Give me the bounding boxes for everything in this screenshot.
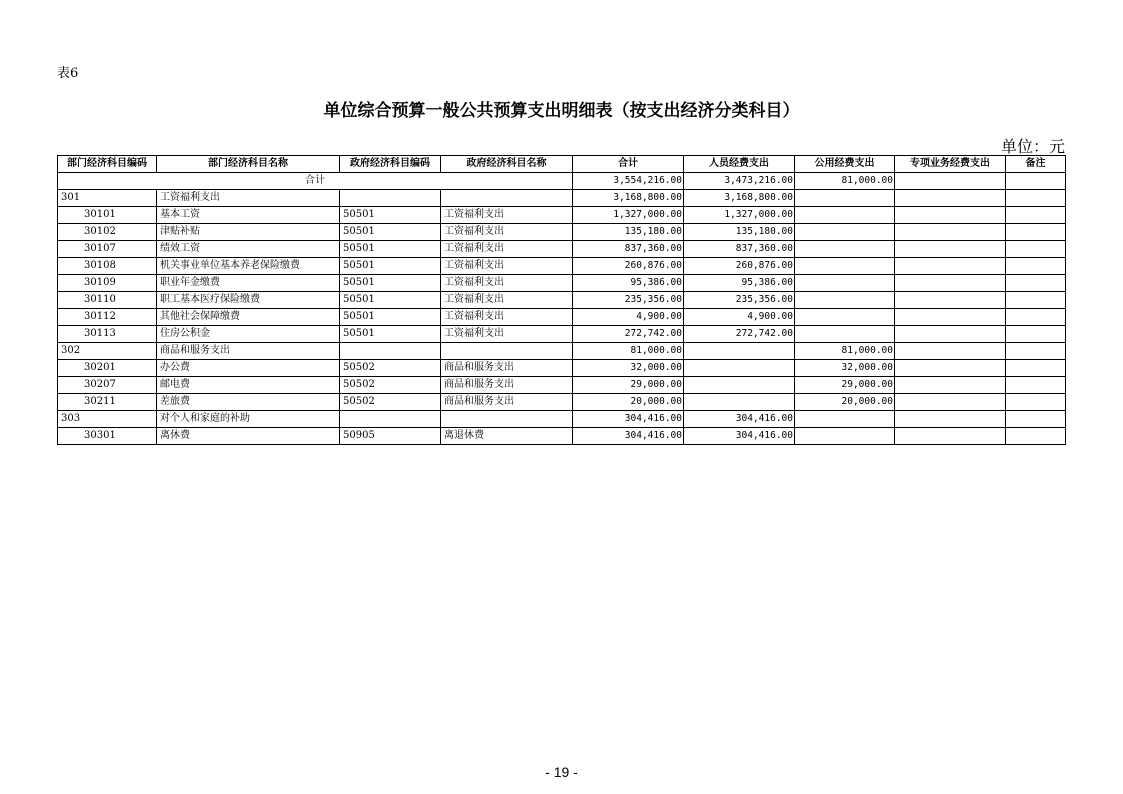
cell-personnel: 235,356.00	[684, 292, 795, 309]
cell-gov-name: 工资福利支出	[441, 224, 573, 241]
cell-public	[795, 241, 895, 258]
cell-public	[795, 275, 895, 292]
cell-remark	[1006, 360, 1066, 377]
cell-gov-name: 商品和服务支出	[441, 377, 573, 394]
cell-public	[795, 190, 895, 207]
cell-gov-code	[340, 343, 441, 360]
table-row	[58, 190, 1066, 207]
cell-dept-code: 30107	[58, 241, 157, 258]
cell-dept-name: 职业年金缴费	[157, 275, 340, 292]
cell-special	[895, 309, 1006, 326]
cell-dept-code: 303	[58, 411, 157, 428]
cell-dept-name: 住房公积金	[157, 326, 340, 343]
cell-gov-name: 工资福利支出	[441, 241, 573, 258]
header-public: 公用经费支出	[795, 156, 895, 173]
table-row	[58, 343, 1066, 360]
cell-personnel: 304,416.00	[684, 411, 795, 428]
cell-dept-code: 30108	[58, 258, 157, 275]
cell-dept-name: 差旅费	[157, 394, 340, 411]
cell-dept-code: 30207	[58, 377, 157, 394]
cell-public	[795, 309, 895, 326]
cell-dept-name: 工资福利支出	[157, 190, 340, 207]
cell-public	[795, 292, 895, 309]
cell-gov-code	[340, 411, 441, 428]
cell-special	[895, 292, 1006, 309]
header-dept-code: 部门经济科目编码	[58, 156, 157, 173]
cell-total: 32,000.00	[573, 360, 684, 377]
cell-special	[895, 241, 1006, 258]
cell-dept-name: 机关事业单位基本养老保险缴费	[157, 258, 340, 275]
cell-remark	[1006, 241, 1066, 258]
cell-total: 304,416.00	[573, 411, 684, 428]
cell-gov-code: 50501	[340, 309, 441, 326]
cell-public	[795, 207, 895, 224]
table-row	[58, 411, 1066, 428]
cell-dept-name: 津贴补贴	[157, 224, 340, 241]
cell-gov-name: 工资福利支出	[441, 258, 573, 275]
cell-public: 32,000.00	[795, 360, 895, 377]
cell-special	[895, 428, 1006, 445]
cell-total: 260,876.00	[573, 258, 684, 275]
table-row	[58, 377, 1066, 394]
cell-special	[895, 394, 1006, 411]
cell-total: 837,360.00	[573, 241, 684, 258]
cell-gov-code: 50501	[340, 292, 441, 309]
cell-gov-code: 50501	[340, 241, 441, 258]
cell-gov-name: 商品和服务支出	[441, 394, 573, 411]
cell-gov-name: 工资福利支出	[441, 292, 573, 309]
cell-gov-name: 工资福利支出	[441, 309, 573, 326]
cell-dept-code: 30102	[58, 224, 157, 241]
cell-gov-name: 工资福利支出	[441, 326, 573, 343]
cell-personnel: 304,416.00	[684, 428, 795, 445]
cell-dept-code: 30112	[58, 309, 157, 326]
total-row-total: 3,554,216.00	[573, 173, 684, 190]
cell-dept-name: 商品和服务支出	[157, 343, 340, 360]
cell-personnel	[684, 394, 795, 411]
table-row	[58, 292, 1066, 309]
cell-public: 20,000.00	[795, 394, 895, 411]
expenditure-detail-table	[57, 155, 1066, 445]
cell-dept-name: 对个人和家庭的补助	[157, 411, 340, 428]
cell-personnel: 3,168,800.00	[684, 190, 795, 207]
cell-gov-code: 50502	[340, 377, 441, 394]
total-row-label: 合计	[58, 173, 573, 190]
cell-public	[795, 258, 895, 275]
cell-special	[895, 207, 1006, 224]
page-number: - 19 -	[545, 764, 578, 780]
cell-dept-code: 30101	[58, 207, 157, 224]
cell-gov-code: 50501	[340, 258, 441, 275]
cell-special	[895, 275, 1006, 292]
header-dept-name: 部门经济科目名称	[157, 156, 340, 173]
total-row-special	[895, 173, 1006, 190]
page-title: 单位综合预算一般公共预算支出明细表（按支出经济分类科目）	[323, 101, 800, 121]
cell-dept-name: 办公费	[157, 360, 340, 377]
cell-dept-name: 其他社会保障缴费	[157, 309, 340, 326]
cell-public	[795, 411, 895, 428]
cell-remark	[1006, 275, 1066, 292]
cell-gov-code: 50502	[340, 394, 441, 411]
cell-remark	[1006, 190, 1066, 207]
cell-gov-code: 50501	[340, 326, 441, 343]
cell-dept-name: 基本工资	[157, 207, 340, 224]
cell-remark	[1006, 377, 1066, 394]
table-row	[58, 394, 1066, 411]
cell-dept-code: 30113	[58, 326, 157, 343]
cell-personnel: 95,386.00	[684, 275, 795, 292]
cell-dept-code: 30211	[58, 394, 157, 411]
cell-total: 135,180.00	[573, 224, 684, 241]
cell-gov-name: 工资福利支出	[441, 275, 573, 292]
table-row	[58, 309, 1066, 326]
cell-gov-code: 50905	[340, 428, 441, 445]
cell-total: 29,000.00	[573, 377, 684, 394]
table-number-label: 表6	[57, 66, 79, 81]
cell-dept-code: 30109	[58, 275, 157, 292]
cell-gov-name	[441, 190, 573, 207]
header-gov-code: 政府经济科目编码	[340, 156, 441, 173]
cell-dept-code: 30201	[58, 360, 157, 377]
cell-total: 1,327,000.00	[573, 207, 684, 224]
cell-remark	[1006, 326, 1066, 343]
cell-special	[895, 190, 1006, 207]
cell-special	[895, 411, 1006, 428]
cell-personnel: 272,742.00	[684, 326, 795, 343]
table-row	[58, 207, 1066, 224]
cell-personnel: 1,327,000.00	[684, 207, 795, 224]
cell-public	[795, 326, 895, 343]
cell-gov-code: 50501	[340, 224, 441, 241]
cell-personnel: 260,876.00	[684, 258, 795, 275]
cell-total: 235,356.00	[573, 292, 684, 309]
cell-remark	[1006, 224, 1066, 241]
cell-special	[895, 343, 1006, 360]
cell-remark	[1006, 207, 1066, 224]
total-row-personnel: 3,473,216.00	[684, 173, 795, 190]
cell-total: 81,000.00	[573, 343, 684, 360]
cell-remark	[1006, 428, 1066, 445]
header-gov-name: 政府经济科目名称	[441, 156, 573, 173]
cell-gov-name: 离退休费	[441, 428, 573, 445]
cell-personnel	[684, 377, 795, 394]
cell-total: 304,416.00	[573, 428, 684, 445]
cell-remark	[1006, 292, 1066, 309]
table-row	[58, 428, 1066, 445]
cell-special	[895, 326, 1006, 343]
cell-dept-code: 30110	[58, 292, 157, 309]
table-row	[58, 326, 1066, 343]
table-row	[58, 360, 1066, 377]
cell-total: 20,000.00	[573, 394, 684, 411]
table-row	[58, 224, 1066, 241]
cell-special	[895, 377, 1006, 394]
cell-gov-code: 50501	[340, 275, 441, 292]
cell-personnel: 135,180.00	[684, 224, 795, 241]
total-row	[58, 173, 1066, 190]
table-row	[58, 275, 1066, 292]
cell-gov-code	[340, 190, 441, 207]
cell-dept-name: 邮电费	[157, 377, 340, 394]
total-row-remark	[1006, 173, 1066, 190]
cell-special	[895, 360, 1006, 377]
cell-total: 272,742.00	[573, 326, 684, 343]
table-row	[58, 258, 1066, 275]
cell-public	[795, 224, 895, 241]
cell-total: 3,168,800.00	[573, 190, 684, 207]
cell-gov-name: 工资福利支出	[441, 207, 573, 224]
unit-label: 单位：元	[1000, 137, 1065, 156]
cell-special	[895, 224, 1006, 241]
cell-dept-name: 绩效工资	[157, 241, 340, 258]
cell-remark	[1006, 394, 1066, 411]
cell-remark	[1006, 258, 1066, 275]
header-special: 专项业务经费支出	[895, 156, 1006, 173]
table-row	[58, 241, 1066, 258]
cell-public: 29,000.00	[795, 377, 895, 394]
cell-public: 81,000.00	[795, 343, 895, 360]
table-header-row	[58, 156, 1066, 173]
header-personnel: 人员经费支出	[684, 156, 795, 173]
cell-dept-code: 30301	[58, 428, 157, 445]
cell-personnel	[684, 360, 795, 377]
cell-gov-code: 50502	[340, 360, 441, 377]
cell-gov-name	[441, 343, 573, 360]
cell-total: 95,386.00	[573, 275, 684, 292]
cell-gov-name: 商品和服务支出	[441, 360, 573, 377]
cell-gov-code: 50501	[340, 207, 441, 224]
cell-dept-code: 301	[58, 190, 157, 207]
cell-personnel	[684, 343, 795, 360]
cell-public	[795, 428, 895, 445]
cell-total: 4,900.00	[573, 309, 684, 326]
cell-dept-code: 302	[58, 343, 157, 360]
header-remark: 备注	[1006, 156, 1066, 173]
cell-special	[895, 258, 1006, 275]
cell-personnel: 4,900.00	[684, 309, 795, 326]
cell-remark	[1006, 411, 1066, 428]
cell-dept-name: 职工基本医疗保险缴费	[157, 292, 340, 309]
cell-gov-name	[441, 411, 573, 428]
cell-dept-name: 离休费	[157, 428, 340, 445]
cell-remark	[1006, 343, 1066, 360]
total-row-public: 81,000.00	[795, 173, 895, 190]
header-total: 合计	[573, 156, 684, 173]
cell-remark	[1006, 309, 1066, 326]
cell-personnel: 837,360.00	[684, 241, 795, 258]
